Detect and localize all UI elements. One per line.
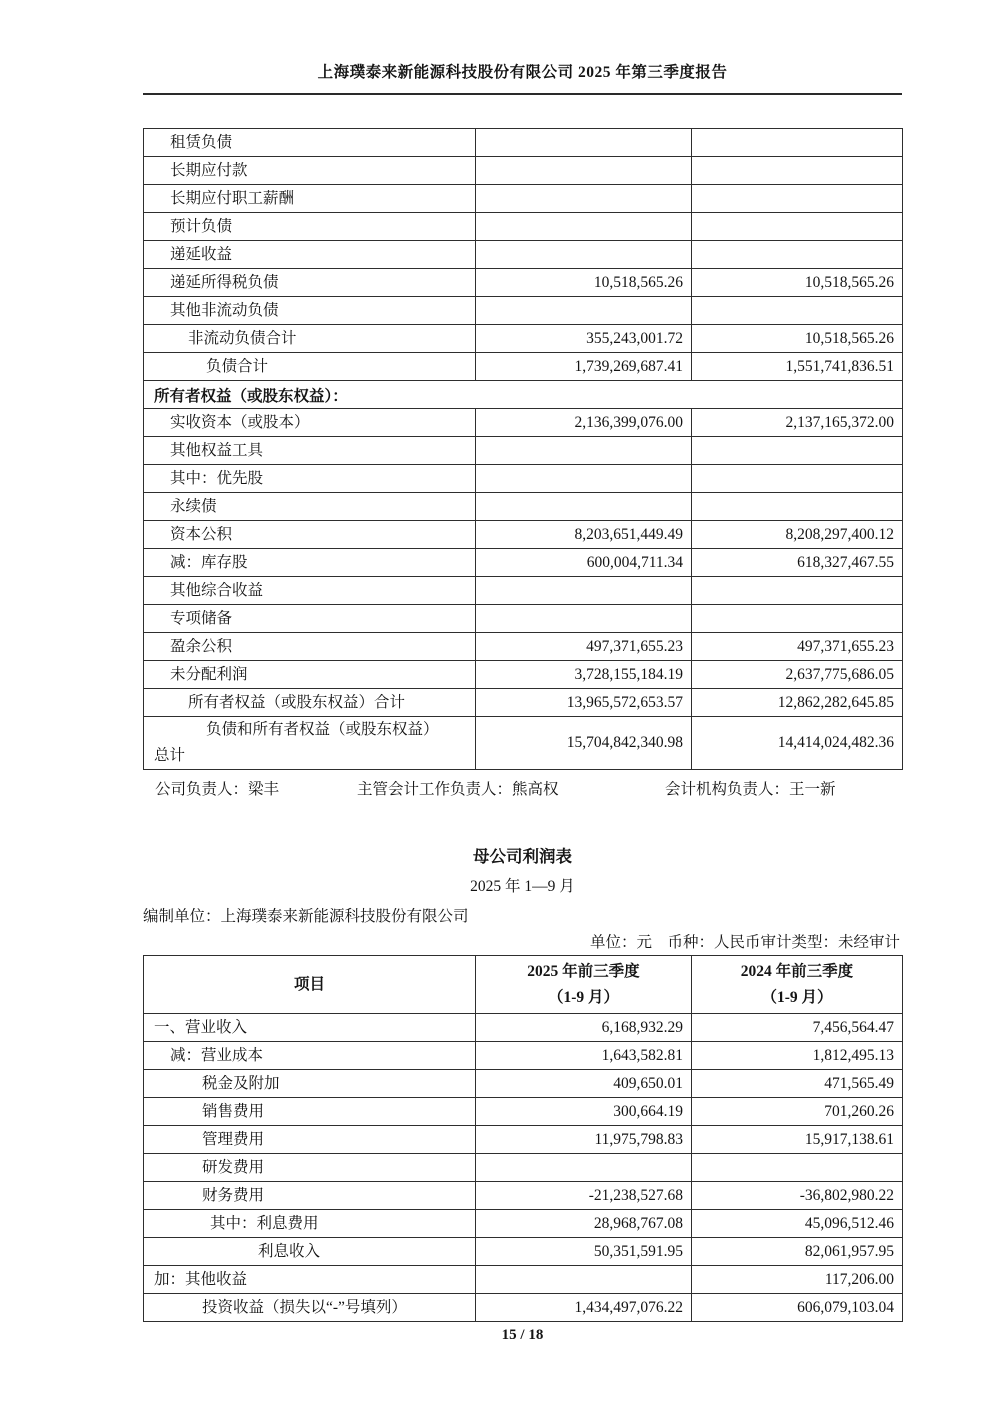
value-2024: 471,565.49: [692, 1070, 903, 1098]
row-label: 减：库存股: [144, 549, 476, 577]
column-header-2024: 2024 年前三季度 （1-9 月）: [692, 956, 903, 1014]
value-2024: 10,518,565.26: [692, 269, 903, 297]
table-row: [144, 1238, 903, 1266]
value-2024: 7,456,564.47: [692, 1014, 903, 1042]
value-2025: [476, 129, 692, 157]
value-2025: 409,650.01: [476, 1070, 692, 1098]
value-2025: [476, 157, 692, 185]
value-2025: 300,664.19: [476, 1098, 692, 1126]
table-row: [144, 325, 903, 353]
row-label: 管理费用: [144, 1126, 476, 1154]
value-2025: 15,704,842,340.98: [476, 717, 692, 770]
table-row: [144, 297, 903, 325]
table-row: [144, 1154, 903, 1182]
row-label: 未分配利润: [144, 661, 476, 689]
value-2024: [692, 213, 903, 241]
row-label: 资本公积: [144, 521, 476, 549]
table-row: [144, 465, 903, 493]
row-label: 减：营业成本: [144, 1042, 476, 1070]
table-row: [144, 1210, 903, 1238]
value-2024: 10,518,565.26: [692, 325, 903, 353]
income-statement-period: 2025 年 1—9 月: [470, 878, 575, 895]
value-2024: 12,862,282,645.85: [692, 689, 903, 717]
income-statement-table: [143, 955, 903, 1322]
signature-line: [143, 777, 902, 801]
value-2024: [692, 605, 903, 633]
value-2025: 2,136,399,076.00: [476, 409, 692, 437]
row-label: 长期应付款: [144, 157, 476, 185]
value-2025: 355,243,001.72: [476, 325, 692, 353]
value-2024: 82,061,957.95: [692, 1238, 903, 1266]
value-2025: [476, 465, 692, 493]
value-2024: 618,327,467.55: [692, 549, 903, 577]
value-2025: 50,351,591.95: [476, 1238, 692, 1266]
value-2024: [692, 577, 903, 605]
value-2024: 2,137,165,372.00: [692, 409, 903, 437]
table-header-row: [144, 956, 903, 1014]
accounting-head: 主管会计工作负责人：熊高权: [357, 781, 559, 798]
table-row: [144, 353, 903, 381]
row-label: 递延所得税负债: [144, 269, 476, 297]
row-label: 负债和所有者权益（或股东权益） 总计: [144, 717, 476, 770]
value-2025: [476, 1266, 692, 1294]
value-2025: 13,965,572,653.57: [476, 689, 692, 717]
table-row: [144, 381, 903, 409]
table-row: [144, 269, 903, 297]
value-2024: [692, 493, 903, 521]
value-2024: 45,096,512.46: [692, 1210, 903, 1238]
row-label: 财务费用: [144, 1182, 476, 1210]
table-row: [144, 1266, 903, 1294]
table-row: [144, 1070, 903, 1098]
table-row: [144, 1014, 903, 1042]
value-2025: 8,203,651,449.49: [476, 521, 692, 549]
row-label: 其他非流动负债: [144, 297, 476, 325]
column-header-item: 项目: [144, 956, 476, 1014]
value-2024: [692, 1154, 903, 1182]
value-2025: [476, 605, 692, 633]
table-row: [144, 409, 903, 437]
table-row: [144, 1126, 903, 1154]
value-2024: 2,637,775,686.05: [692, 661, 903, 689]
table-row: [144, 129, 903, 157]
row-label: 税金及附加: [144, 1070, 476, 1098]
table-row: [144, 1098, 903, 1126]
value-2024: [692, 129, 903, 157]
row-label: 其中：利息费用: [144, 1210, 476, 1238]
value-2025: 497,371,655.23: [476, 633, 692, 661]
table-row: [144, 521, 903, 549]
row-label: 其他权益工具: [144, 437, 476, 465]
section-heading: 所有者权益（或股东权益）：: [144, 381, 903, 409]
value-2024: 15,917,138.61: [692, 1126, 903, 1154]
row-label: 递延收益: [144, 241, 476, 269]
row-label: 其他综合收益: [144, 577, 476, 605]
table-row: [144, 185, 903, 213]
row-label: 永续债: [144, 493, 476, 521]
row-label: 投资收益（损失以“-”号填列）: [144, 1294, 476, 1322]
value-2025: [476, 577, 692, 605]
value-2025: [476, 493, 692, 521]
row-label: 非流动负债合计: [144, 325, 476, 353]
value-2024: 701,260.26: [692, 1098, 903, 1126]
value-2024: 606,079,103.04: [692, 1294, 903, 1322]
value-2024: 117,206.00: [692, 1266, 903, 1294]
table-row: [144, 1294, 903, 1322]
table-row: [144, 577, 903, 605]
table-row: [144, 213, 903, 241]
table-row: [144, 549, 903, 577]
value-2024: [692, 437, 903, 465]
table-row: [144, 493, 903, 521]
value-2024: 14,414,024,482.36: [692, 717, 903, 770]
value-2024: 8,208,297,400.12: [692, 521, 903, 549]
page-number: 15 / 18: [501, 1327, 544, 1343]
value-2025: 6,168,932.29: [476, 1014, 692, 1042]
table-row: [144, 717, 903, 770]
row-label: 预计负债: [144, 213, 476, 241]
value-2025: 1,643,582.81: [476, 1042, 692, 1070]
row-label: 长期应付职工薪酬: [144, 185, 476, 213]
value-2025: [476, 437, 692, 465]
row-label: 盈余公积: [144, 633, 476, 661]
value-2024: [692, 465, 903, 493]
table-row: [144, 1182, 903, 1210]
row-label: 利息收入: [144, 1238, 476, 1266]
value-2024: [692, 297, 903, 325]
value-2024: 1,551,741,836.51: [692, 353, 903, 381]
table-row: [144, 605, 903, 633]
row-label: 租赁负债: [144, 129, 476, 157]
value-2024: 497,371,655.23: [692, 633, 903, 661]
value-2024: -36,802,980.22: [692, 1182, 903, 1210]
value-2025: 1,739,269,687.41: [476, 353, 692, 381]
value-2024: [692, 185, 903, 213]
table-row: [144, 241, 903, 269]
row-label: 专项储备: [144, 605, 476, 633]
row-label: 实收资本（或股本）: [144, 409, 476, 437]
value-2025: [476, 1154, 692, 1182]
value-2024: [692, 157, 903, 185]
value-2025: 3,728,155,184.19: [476, 661, 692, 689]
value-2025: 10,518,565.26: [476, 269, 692, 297]
value-2025: [476, 241, 692, 269]
column-header-2025: 2025 年前三季度 （1-9 月）: [476, 956, 692, 1014]
table-row: [144, 1042, 903, 1070]
value-2025: [476, 297, 692, 325]
unit-note: 单位：元 币种：人民币审计类型：未经审计: [589, 934, 900, 951]
row-label: 销售费用: [144, 1098, 476, 1126]
balance-sheet-table: [143, 128, 903, 770]
row-label: 研发费用: [144, 1154, 476, 1182]
row-label: 加：其他收益: [144, 1266, 476, 1294]
value-2025: 1,434,497,076.22: [476, 1294, 692, 1322]
income-statement-title: 母公司利润表: [473, 847, 572, 866]
value-2024: 1,812,495.13: [692, 1042, 903, 1070]
value-2025: 28,968,767.08: [476, 1210, 692, 1238]
row-label: 负债合计: [144, 353, 476, 381]
value-2025: [476, 185, 692, 213]
row-label: 所有者权益（或股东权益）合计: [144, 689, 476, 717]
table-row: [144, 157, 903, 185]
table-row: [144, 689, 903, 717]
table-row: [144, 633, 903, 661]
report-header: 上海璞泰来新能源科技股份有限公司 2025 年第三季度报告: [143, 60, 902, 95]
company-head: 公司负责人：梁丰: [155, 781, 280, 798]
row-label: 其中：优先股: [144, 465, 476, 493]
value-2025: 11,975,798.83: [476, 1126, 692, 1154]
value-2024: [692, 241, 903, 269]
prepared-by: 编制单位：上海璞泰来新能源科技股份有限公司: [143, 908, 469, 925]
value-2025: -21,238,527.68: [476, 1182, 692, 1210]
table-row: [144, 437, 903, 465]
row-label: 一、营业收入: [144, 1014, 476, 1042]
table-row: [144, 661, 903, 689]
agency-head: 会计机构负责人：王一新: [665, 781, 836, 798]
value-2025: 600,004,711.34: [476, 549, 692, 577]
value-2025: [476, 213, 692, 241]
